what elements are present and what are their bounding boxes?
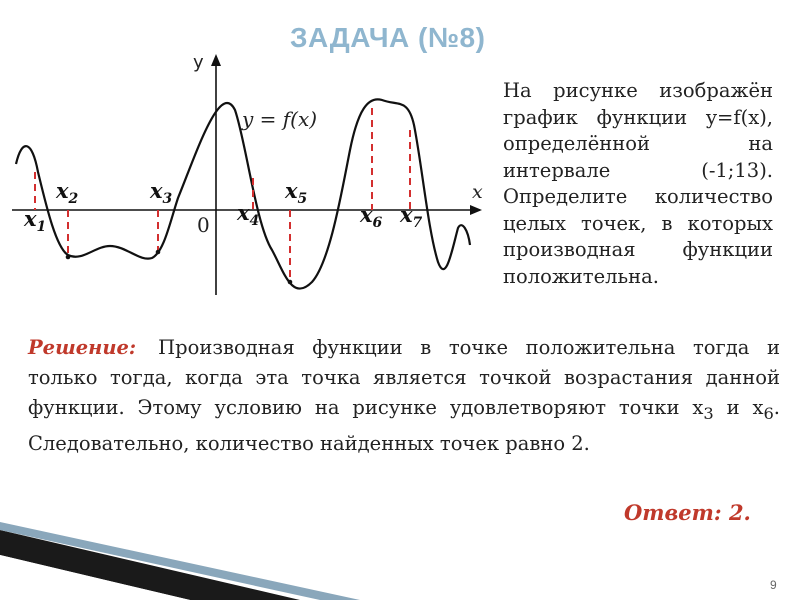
decorative-swoosh [0, 500, 800, 600]
solution-sub-3: 3 [703, 403, 714, 423]
dot-x2 [66, 255, 71, 260]
solution-text-3: . Следовательно, количество найденных точек равно 2. [28, 396, 780, 455]
slide-title: ЗАДАЧА (№8) [290, 22, 486, 53]
solution-text-1: Производная функции в точке положительна тогда и только тогда, когда эта точка является точкой возрастания данной функции. Этому условию на рисунке удовлетворяют точки x [28, 336, 780, 419]
point-label-x5: $x_5$ [285, 178, 308, 207]
dot-x3 [156, 250, 161, 255]
point-label-x7: $x_7$ [400, 202, 423, 231]
dot-x5 [288, 280, 293, 285]
y-axis-arrow-icon [211, 54, 221, 66]
y-axis-label: y [193, 52, 204, 73]
origin-label: 0 [197, 213, 210, 237]
answer-text: Ответ: 2. [624, 500, 751, 525]
point-label-x3: $x_3$ [150, 178, 173, 207]
problem-statement: На рисунке изображён график функции y=f(x), определённой на интервале (-1;13). Определите количество целых точек, в которых производная функции положительна. [503, 79, 773, 288]
function-graph [0, 40, 500, 310]
x-axis-arrow-icon [470, 205, 482, 215]
page-number: 9 [770, 578, 777, 592]
solution-sub-6: 6 [763, 403, 774, 423]
point-label-x4: $x_4$ [237, 200, 260, 229]
point-label-x6: $x_6$ [360, 202, 383, 231]
point-label-x1: $x_1$ [24, 206, 47, 235]
solution-label: Решение: [28, 336, 137, 359]
solution-paragraph [28, 333, 780, 459]
solution-text-2: и x [713, 396, 764, 419]
x-axis-label: x [472, 181, 483, 203]
function-label: y = f(x) [242, 107, 318, 131]
point-label-x2: $x_2$ [56, 178, 79, 207]
point-dots [66, 250, 293, 285]
